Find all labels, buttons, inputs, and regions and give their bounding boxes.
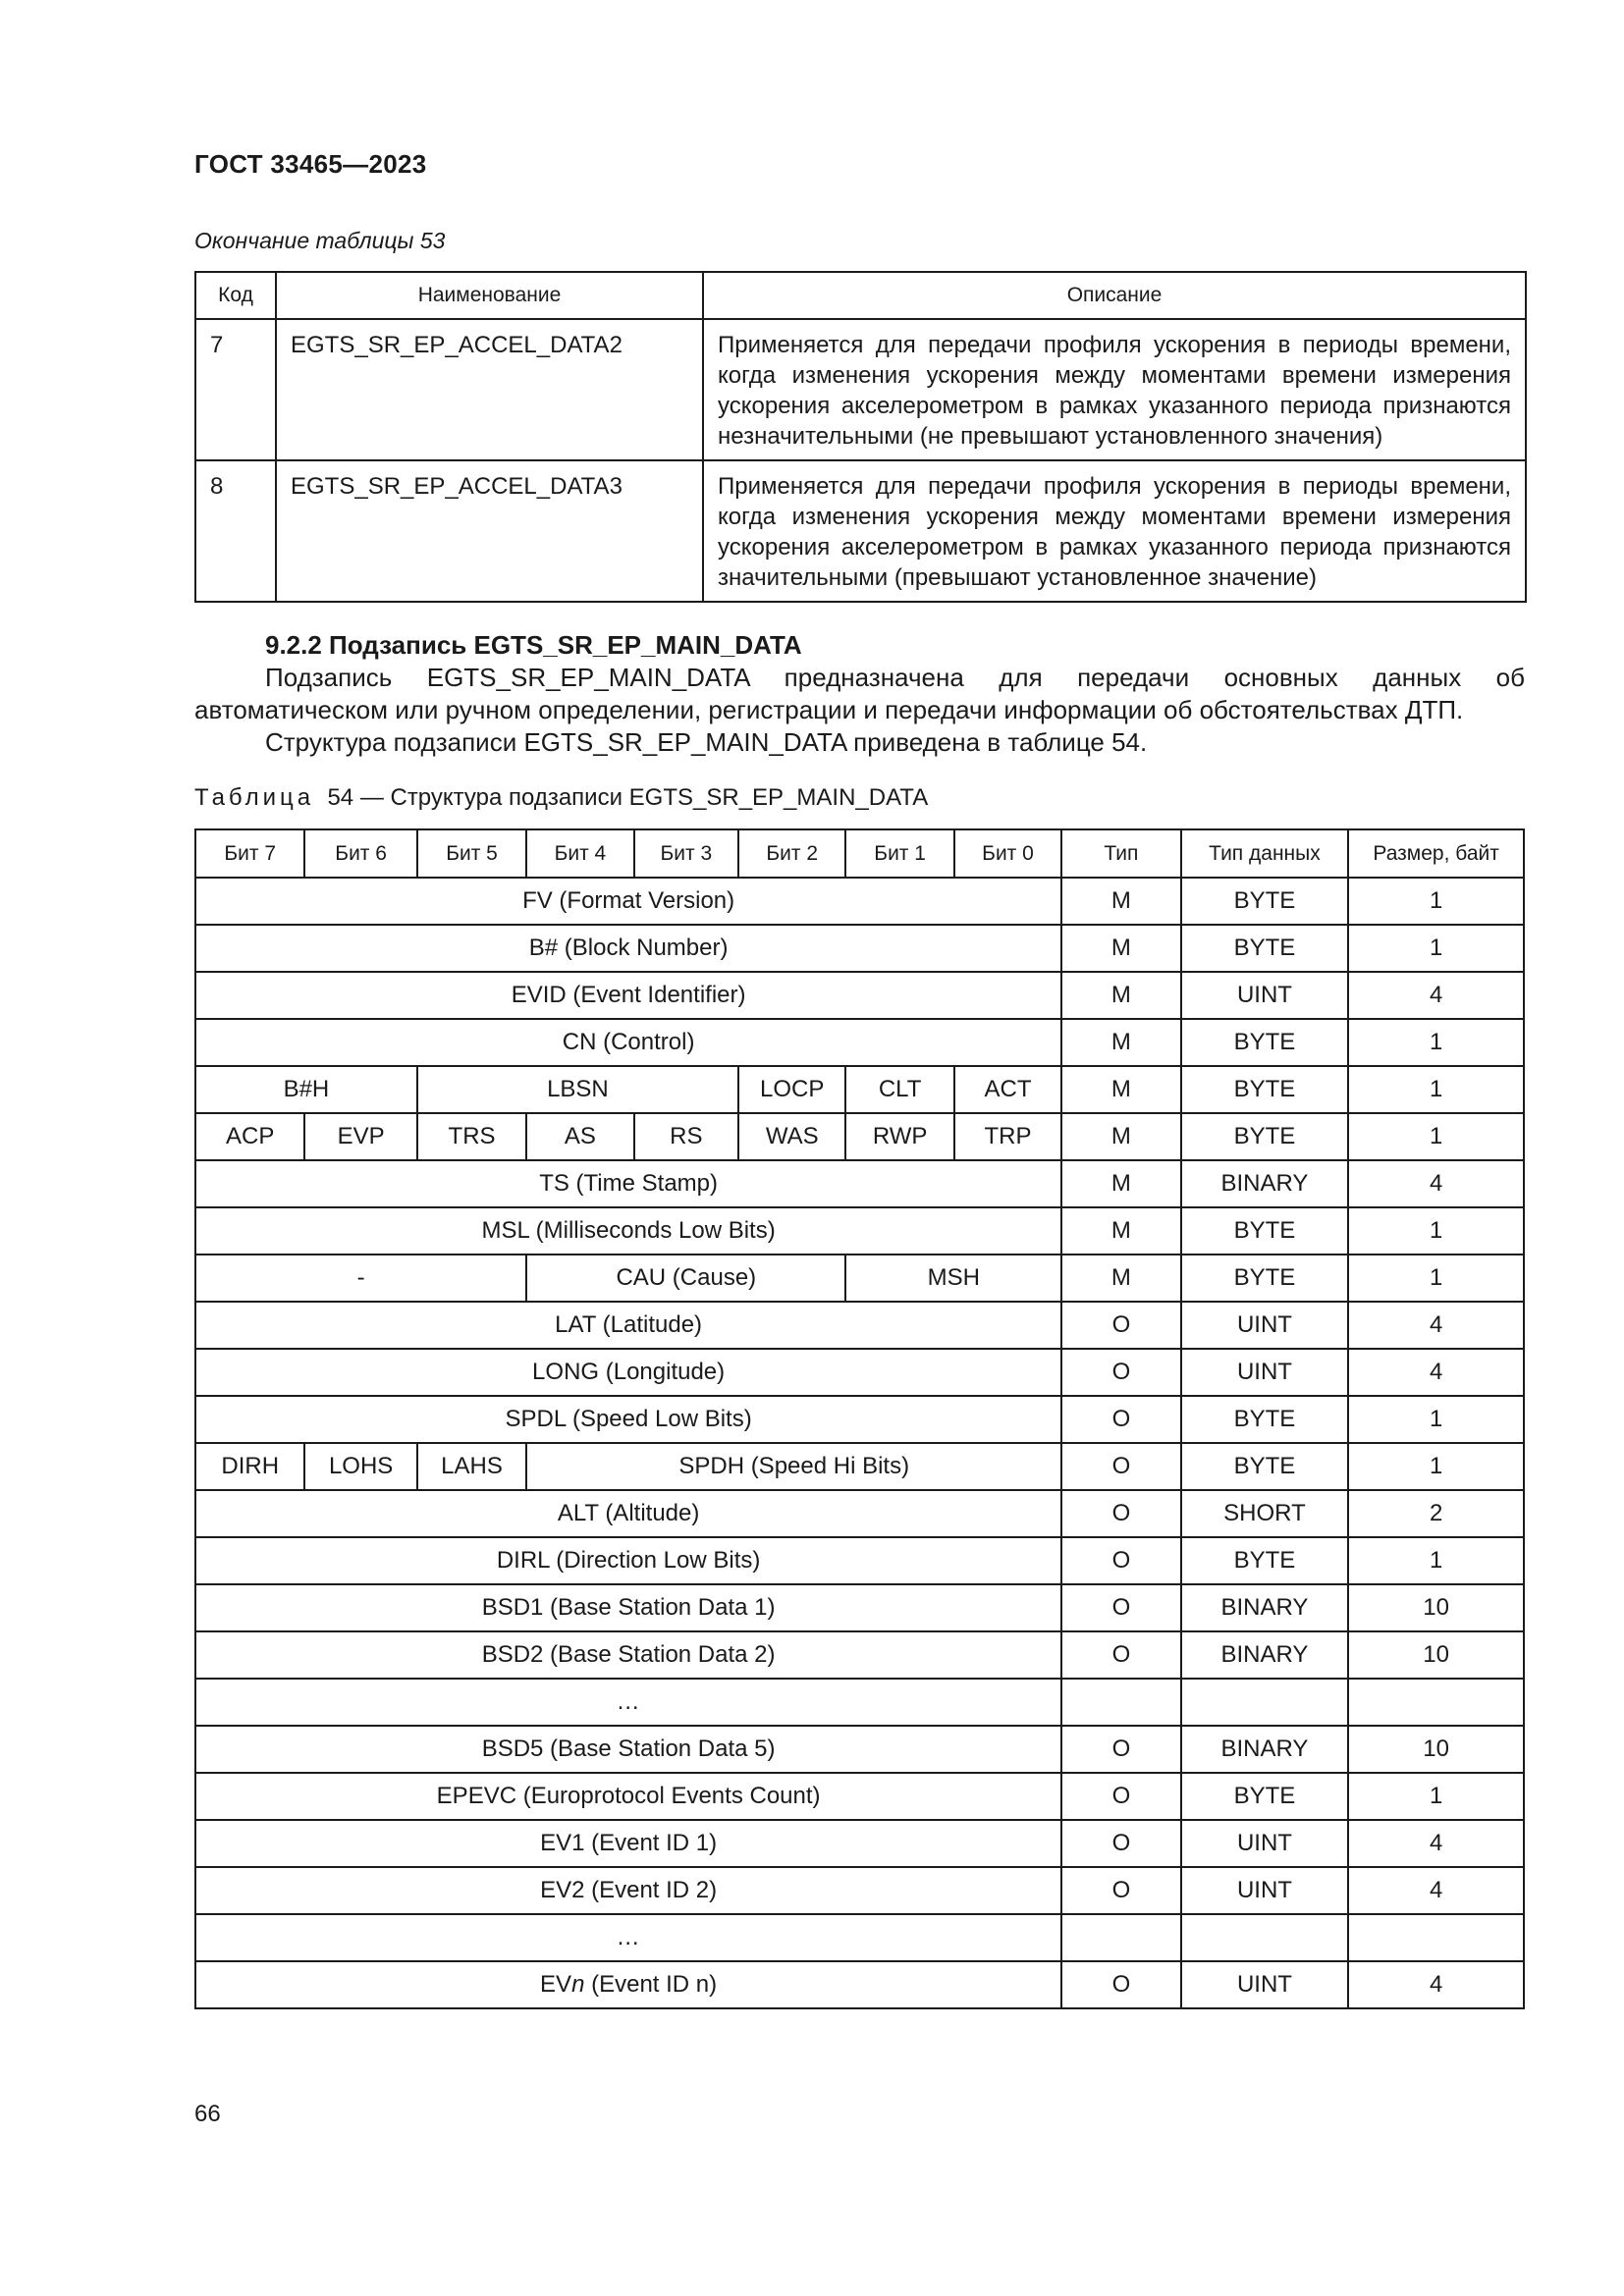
type-cell: O [1061,1443,1180,1490]
type-cell: M [1061,972,1180,1019]
field-cell: LBSN [417,1066,738,1113]
field-cell: B#H [195,1066,417,1113]
column-header-description: Описание [703,272,1526,319]
size-cell: 10 [1348,1726,1524,1773]
field-cell: RS [634,1113,738,1160]
field-cell: BSD2 (Base Station Data 2) [195,1631,1061,1679]
field-cell: BSD5 (Base Station Data 5) [195,1726,1061,1773]
dtype-cell: BYTE [1181,1443,1349,1490]
field-cell: TRP [954,1113,1061,1160]
size-cell: 4 [1348,1160,1524,1207]
field-cell: EVn (Event ID n) [195,1961,1061,2008]
type-cell: M [1061,1066,1180,1113]
table-row [195,1820,1524,1867]
dtype-cell: BINARY [1181,1726,1349,1773]
table-row [195,1160,1524,1207]
field-cell: CLT [845,1066,953,1113]
field-cell: TS (Time Stamp) [195,1160,1061,1207]
code-cell: 7 [195,319,276,460]
size-cell: 1 [1348,925,1524,972]
document-header: ГОСТ 33465—2023 [194,149,427,179]
field-cell: ALT (Altitude) [195,1490,1061,1537]
type-cell: M [1061,925,1180,972]
section-title: 9.2.2 Подзапись EGTS_SR_EP_MAIN_DATA [265,630,802,660]
name-cell: EGTS_SR_EP_ACCEL_DATA2 [276,319,703,460]
table-53 [194,271,1527,603]
dtype-cell: UINT [1181,1961,1349,2008]
table-53-caption: Окончание таблицы 53 [194,228,446,253]
size-cell: 1 [1348,1537,1524,1584]
type-cell [1061,1914,1180,1961]
table-row [195,460,1526,602]
field-cell: LOCP [738,1066,845,1113]
page-number: 66 [194,2101,221,2127]
field-cell: ACP [195,1113,304,1160]
field-cell: LONG (Longitude) [195,1349,1061,1396]
table-row [195,1726,1524,1773]
type-cell: O [1061,1773,1180,1820]
field-cell: FV (Format Version) [195,878,1061,925]
column-header: Тип [1061,829,1180,878]
dtype-cell: UINT [1181,1820,1349,1867]
field-cell: EVID (Event Identifier) [195,972,1061,1019]
field-cell: LAT (Latitude) [195,1302,1061,1349]
column-header-code: Код [195,272,276,319]
table-row [195,1396,1524,1443]
column-header-name: Наименование [276,272,703,319]
dtype-cell: UINT [1181,1302,1349,1349]
table-54 [194,828,1525,2009]
type-cell: O [1061,1631,1180,1679]
size-cell: 4 [1348,1961,1524,2008]
size-cell: 1 [1348,1773,1524,1820]
field-cell: BSD1 (Base Station Data 1) [195,1584,1061,1631]
table-row [195,1019,1524,1066]
size-cell: 4 [1348,1820,1524,1867]
column-header: Бит 3 [634,829,738,878]
table-row [195,1490,1524,1537]
size-cell: 1 [1348,1019,1524,1066]
size-cell: 2 [1348,1490,1524,1537]
column-header: Бит 4 [526,829,633,878]
field-cell: EPEVC (Europrotocol Events Count) [195,1773,1061,1820]
table-row [195,1867,1524,1914]
dtype-cell: BYTE [1181,1113,1349,1160]
field-cell: SPDL (Speed Low Bits) [195,1396,1061,1443]
column-header: Размер, байт [1348,829,1524,878]
dtype-cell: BINARY [1181,1160,1349,1207]
table-row [195,1537,1524,1584]
field-cell: CN (Control) [195,1019,1061,1066]
description-cell: Применяется для передачи профиля ускорения в периоды времени, когда изменения ускорения между моментами времени измерения ускорения акселерометром в рамках указанного периода признаются значительными (превышают установленное значение) [703,460,1526,602]
field-cell: … [195,1679,1061,1726]
code-cell: 8 [195,460,276,602]
type-cell: O [1061,1726,1180,1773]
name-cell: EGTS_SR_EP_ACCEL_DATA3 [276,460,703,602]
field-cell: LAHS [417,1443,526,1490]
dtype-cell: BYTE [1181,1066,1349,1113]
table-54-header-row [195,829,1524,878]
dtype-cell: BINARY [1181,1631,1349,1679]
table-53-header-row [195,272,1526,319]
type-cell: O [1061,1302,1180,1349]
dtype-cell: UINT [1181,1867,1349,1914]
size-cell [1348,1679,1524,1726]
table-row [195,1113,1524,1160]
column-header: Бит 5 [417,829,526,878]
type-cell: O [1061,1490,1180,1537]
field-cell: WAS [738,1113,845,1160]
size-cell: 4 [1348,1302,1524,1349]
column-header: Бит 0 [954,829,1061,878]
table-row [195,1443,1524,1490]
dtype-cell [1181,1679,1349,1726]
field-cell: DIRL (Direction Low Bits) [195,1537,1061,1584]
table-54-caption [194,784,928,812]
dtype-cell: BYTE [1181,1207,1349,1255]
column-header: Бит 6 [304,829,416,878]
column-header: Бит 7 [195,829,304,878]
field-cell: DIRH [195,1443,304,1490]
dtype-cell [1181,1914,1349,1961]
type-cell: O [1061,1961,1180,2008]
size-cell: 1 [1348,1443,1524,1490]
dtype-cell: BYTE [1181,1396,1349,1443]
field-cell: CAU (Cause) [526,1255,845,1302]
type-cell: M [1061,1207,1180,1255]
field-cell: EV1 (Event ID 1) [195,1820,1061,1867]
table-54-caption-word: Таблица [194,784,315,811]
dtype-cell: UINT [1181,972,1349,1019]
size-cell: 1 [1348,878,1524,925]
size-cell: 1 [1348,1113,1524,1160]
dtype-cell: BYTE [1181,1537,1349,1584]
dtype-cell: SHORT [1181,1490,1349,1537]
section-9-2-2 [194,629,1525,759]
dtype-cell: UINT [1181,1349,1349,1396]
size-cell: 4 [1348,1349,1524,1396]
section-paragraph-1: Подзапись EGTS_SR_EP_MAIN_DATA предназначена для передачи основных данных об автоматическом или ручном определении, регистрации и передачи информации об обстоятельствах ДТП. [194,663,1525,724]
size-cell: 1 [1348,1207,1524,1255]
size-cell: 4 [1348,1867,1524,1914]
section-paragraph-2: Структура подзаписи EGTS_SR_EP_MAIN_DATA приведена в таблице 54. [265,727,1148,757]
field-cell: AS [526,1113,633,1160]
column-header: Тип данных [1181,829,1349,878]
table-row [195,1679,1524,1726]
dtype-cell: BINARY [1181,1584,1349,1631]
type-cell: M [1061,1019,1180,1066]
field-cell: TRS [417,1113,526,1160]
type-cell: M [1061,1113,1180,1160]
column-header: Бит 1 [845,829,953,878]
type-cell: M [1061,1160,1180,1207]
size-cell: 10 [1348,1631,1524,1679]
type-cell: O [1061,1396,1180,1443]
field-cell: RWP [845,1113,953,1160]
dtype-cell: BYTE [1181,1019,1349,1066]
table-row [195,925,1524,972]
field-cell: MSL (Milliseconds Low Bits) [195,1207,1061,1255]
table-row [195,1631,1524,1679]
dtype-cell: BYTE [1181,1773,1349,1820]
type-cell: M [1061,1255,1180,1302]
field-cell: B# (Block Number) [195,925,1061,972]
table-row [195,1773,1524,1820]
dtype-cell: BYTE [1181,925,1349,972]
type-cell: O [1061,1867,1180,1914]
dtype-cell: BYTE [1181,878,1349,925]
field-cell: LOHS [304,1443,416,1490]
table-row [195,1349,1524,1396]
size-cell: 4 [1348,972,1524,1019]
type-cell: O [1061,1537,1180,1584]
type-cell: M [1061,878,1180,925]
field-cell: EV2 (Event ID 2) [195,1867,1061,1914]
table-row [195,319,1526,460]
table-row [195,1066,1524,1113]
field-cell: MSH [845,1255,1061,1302]
field-cell: … [195,1914,1061,1961]
table-row [195,972,1524,1019]
table-row [195,1207,1524,1255]
size-cell [1348,1914,1524,1961]
type-cell: O [1061,1349,1180,1396]
field-cell: ACT [954,1066,1061,1113]
type-cell [1061,1679,1180,1726]
column-header: Бит 2 [738,829,845,878]
type-cell: O [1061,1820,1180,1867]
type-cell: O [1061,1584,1180,1631]
size-cell: 1 [1348,1255,1524,1302]
table-row [195,1584,1524,1631]
table-54-caption-text: 54 — Структура подзаписи EGTS_SR_EP_MAIN_DATA [327,784,929,811]
field-cell: EVP [304,1113,416,1160]
table-row [195,1961,1524,2008]
size-cell: 1 [1348,1396,1524,1443]
field-cell: SPDH (Speed Hi Bits) [526,1443,1061,1490]
table-row [195,878,1524,925]
size-cell: 10 [1348,1584,1524,1631]
table-row [195,1914,1524,1961]
table-row [195,1302,1524,1349]
description-cell: Применяется для передачи профиля ускорения в периоды времени, когда изменения ускорения между моментами времени измерения ускорения акселерометром в рамках указанного периода признаются незначительными (не превышают установленного значения) [703,319,1526,460]
table-row [195,1255,1524,1302]
size-cell: 1 [1348,1066,1524,1113]
field-cell: - [195,1255,526,1302]
dtype-cell: BYTE [1181,1255,1349,1302]
